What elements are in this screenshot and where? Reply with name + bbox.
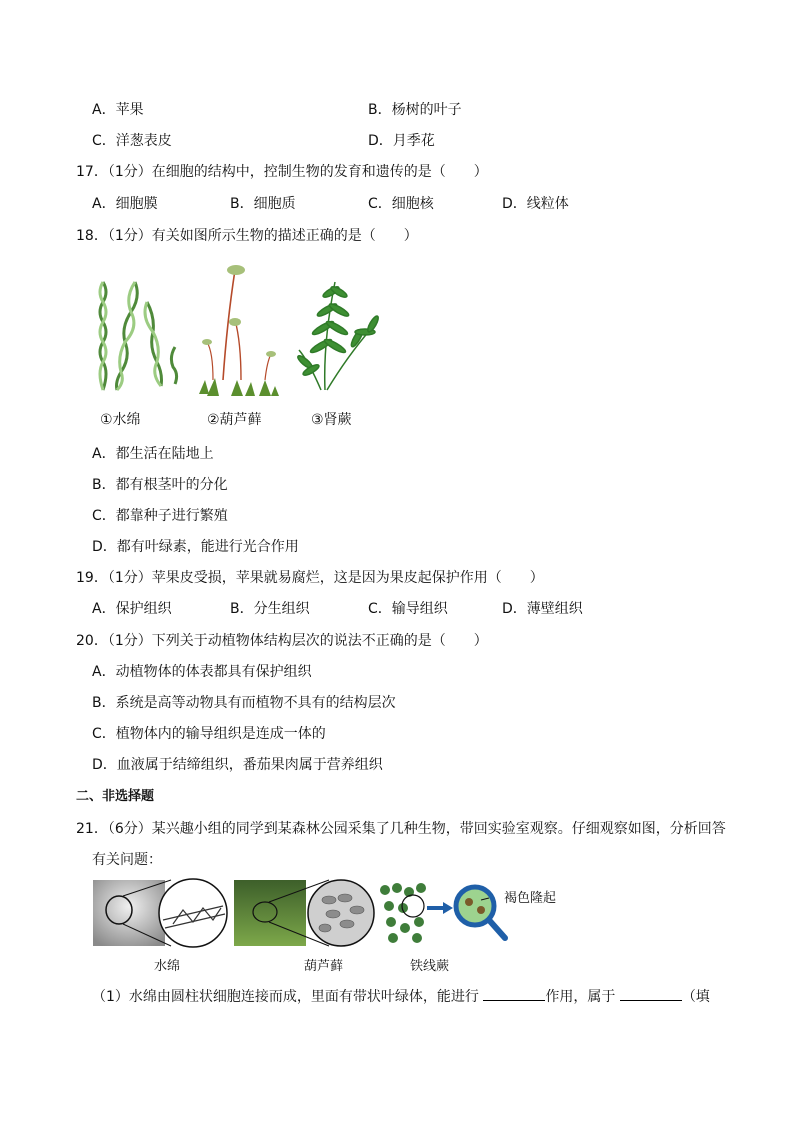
q20-stem: 20．（1分）下列关于动植物体结构层次的说法不正确的是（ ） bbox=[76, 633, 488, 649]
q17-stem: 17．（1分）在细胞的结构中，控制生物的发育和遗传的是（ ） bbox=[76, 164, 488, 180]
q16-option-b: B．杨树的叶子 bbox=[368, 102, 462, 118]
q21-fig-label-3: 铁线蕨 bbox=[410, 959, 450, 974]
q19-option-c: C．输导组织 bbox=[368, 601, 448, 617]
q18-option-d: D．都有叶绿素，能进行光合作用 bbox=[92, 539, 299, 555]
q20-option-b: B．系统是高等动物具有而植物不具有的结构层次 bbox=[92, 695, 396, 711]
q16-option-d: D．月季花 bbox=[368, 133, 435, 149]
fern-photo bbox=[380, 883, 426, 943]
moss-magnified bbox=[308, 880, 374, 946]
q21-fig-label-1: 水绵 bbox=[154, 959, 181, 974]
q21-part1-text-c: （填 bbox=[681, 989, 710, 1005]
magnifier-handle bbox=[489, 920, 505, 938]
q16-option-a: A．苹果 bbox=[92, 102, 144, 118]
moss-illustration bbox=[199, 265, 279, 396]
q18-option-c: C．都靠种子进行繁殖 bbox=[92, 508, 228, 524]
spirogyra-illustration bbox=[100, 282, 177, 390]
q19-option-a: A．保护组织 bbox=[92, 601, 172, 617]
q18-stem: 18．（1分）有关如图所示生物的描述正确的是（ ） bbox=[76, 228, 418, 244]
q18-fig-label-1: ①水绵 bbox=[100, 412, 141, 428]
q19-option-b: B．分生组织 bbox=[230, 601, 310, 617]
q20-option-a: A．动植物体的体表都具有保护组织 bbox=[92, 664, 312, 680]
q21-stem-line1: 21．（6分）某兴趣小组的同学到某森林公园采集了几种生物，带回实验室观察。仔细观察如图，分析回答 bbox=[76, 821, 726, 837]
q17-option-b: B．细胞质 bbox=[230, 196, 296, 212]
q20-option-d: D．血液属于结缔组织，番茄果肉属于营养组织 bbox=[92, 757, 383, 773]
q21-callout-label: 褐色隆起 bbox=[504, 891, 557, 906]
spirogyra-photo bbox=[93, 880, 165, 946]
q19-stem: 19．（1分）苹果皮受损，苹果就易腐烂，这是因为果皮起保护作用（ ） bbox=[76, 570, 544, 586]
q21-part1-text-b: 作用，属于 bbox=[545, 989, 616, 1005]
q17-option-c: C．细胞核 bbox=[368, 196, 434, 212]
q18-fig-label-3: ③肾蕨 bbox=[311, 412, 352, 428]
q21-part1-line bbox=[92, 986, 710, 1006]
section-heading: 二、非选择题 bbox=[76, 789, 155, 804]
answer-blank-1[interactable] bbox=[483, 986, 545, 1001]
q21-specimen-figure bbox=[93, 878, 573, 950]
q18-option-b: B．都有根茎叶的分化 bbox=[92, 477, 228, 493]
q21-fig-label-2: 葫芦藓 bbox=[304, 959, 344, 974]
q18-plant-figure bbox=[95, 262, 385, 400]
answer-blank-2[interactable] bbox=[620, 986, 682, 1001]
q21-stem-line2: 有关问题： bbox=[92, 852, 162, 868]
q18-fig-label-2: ②葫芦藓 bbox=[207, 412, 262, 428]
q19-option-d: D．薄壁组织 bbox=[502, 601, 583, 617]
q17-option-d: D．线粒体 bbox=[502, 196, 569, 212]
moss-photo bbox=[234, 880, 306, 946]
q17-option-a: A．细胞膜 bbox=[92, 196, 158, 212]
q21-part1-text-a: （1）水绵由圆柱状细胞连接而成，里面有带状叶绿体，能进行 bbox=[92, 989, 479, 1005]
q16-option-c: C．洋葱表皮 bbox=[92, 133, 172, 149]
q20-option-c: C．植物体内的输导组织是连成一体的 bbox=[92, 726, 326, 742]
fern-illustration bbox=[296, 282, 380, 390]
q18-option-a: A．都生活在陆地上 bbox=[92, 446, 214, 462]
